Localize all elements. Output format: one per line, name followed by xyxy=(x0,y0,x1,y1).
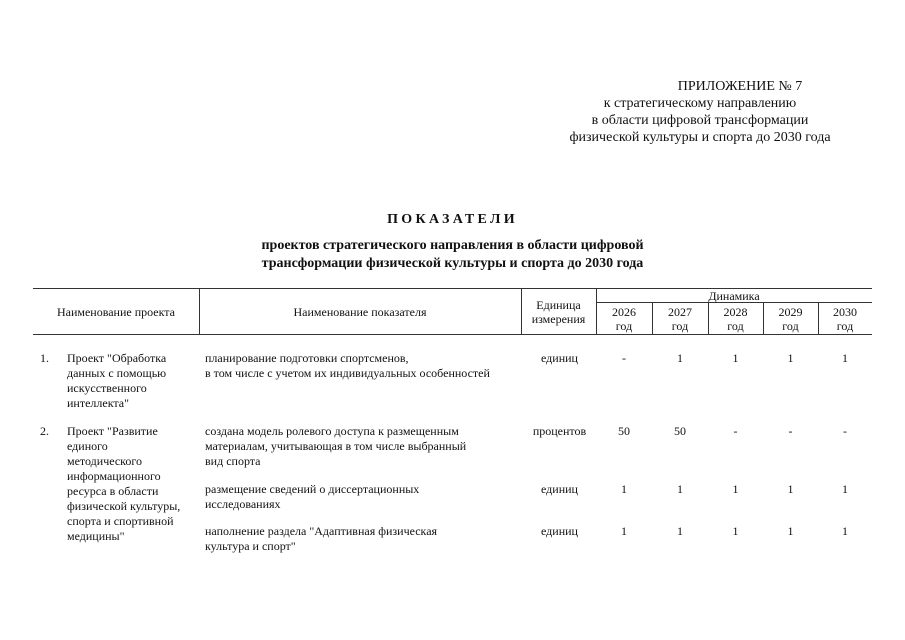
year-cell: 1 xyxy=(677,524,683,538)
year-cell: 1 xyxy=(842,482,848,496)
project-name-line: информационного xyxy=(67,469,161,483)
header-year xyxy=(708,304,763,334)
year-cell: - xyxy=(733,424,738,438)
year-suffix: год xyxy=(671,319,689,333)
year-suffix: год xyxy=(836,319,854,333)
header-year xyxy=(818,304,872,334)
year-value: 2030 xyxy=(833,305,857,319)
appendix-line: к стратегическому направлению xyxy=(603,96,797,111)
indicator-line: в том числе с учетом их индивидуальных особенностей xyxy=(205,366,490,380)
year-cell: - xyxy=(622,351,626,365)
indicator-line: планирование подготовки спортсменов, xyxy=(205,351,409,365)
indicator-name xyxy=(205,482,523,512)
year-cell: 1 xyxy=(732,351,739,365)
year-cell: 1 xyxy=(677,482,683,496)
year-cell: 1 xyxy=(621,482,627,496)
header-year xyxy=(652,304,708,334)
document-subtitle xyxy=(0,237,905,273)
appendix-line: физической культуры и спорта до 2030 года xyxy=(569,130,831,145)
indicator-line: наполнение раздела "Адаптивная физическая xyxy=(205,524,438,538)
appendix-number: ПРИЛОЖЕНИЕ № 7 xyxy=(677,79,803,94)
indicator-line: размещение сведений о диссертационных xyxy=(205,482,420,496)
year-suffix: год xyxy=(615,319,633,333)
indicator-line: создана модель ролевого доступа к размещенным xyxy=(205,424,459,438)
year-cell: - xyxy=(788,424,793,438)
year-cell: 1 xyxy=(732,524,739,538)
indicator-name xyxy=(205,524,523,554)
row-number: 2. xyxy=(40,424,49,438)
project-name-line: физической культуры, xyxy=(67,499,181,513)
project-name-line: искусственного xyxy=(67,381,147,395)
year-value: 2026 xyxy=(612,305,636,319)
year-cell: 1 xyxy=(732,482,739,496)
project-name xyxy=(67,351,199,411)
subtitle-line: проектов стратегического направления в области цифровой xyxy=(261,238,644,253)
project-name xyxy=(67,424,199,544)
project-name-line: Проект "Развитие xyxy=(67,424,158,438)
header-year xyxy=(763,304,818,334)
year-cell: 1 xyxy=(787,524,794,538)
header-dynamics: Динамика xyxy=(708,288,760,303)
appendix-block xyxy=(535,78,865,146)
header-unit xyxy=(521,289,596,334)
unit-value: единиц xyxy=(541,524,578,538)
year-suffix: год xyxy=(727,319,744,333)
year-value: 2029 xyxy=(778,305,803,319)
project-name-line: данных с помощью xyxy=(67,366,167,380)
project-name-line: Проект "Обработка xyxy=(67,351,167,365)
unit-value: процентов xyxy=(532,424,587,438)
year-cell: 50 xyxy=(674,424,686,438)
appendix-line: в области цифровой трансформации xyxy=(591,113,809,128)
unit-value: единиц xyxy=(541,482,578,496)
row-number: 1. xyxy=(40,351,49,365)
indicator-line: вид спорта xyxy=(205,454,261,468)
year-cell: 1 xyxy=(677,351,683,365)
year-cell: - xyxy=(843,424,847,438)
header-unit-line: Единица xyxy=(536,297,581,312)
project-name-line: спорта и спортивной xyxy=(67,514,174,528)
year-value: 2027 xyxy=(668,305,692,319)
project-name-line: единого xyxy=(67,439,108,453)
table-header xyxy=(33,288,872,335)
indicator-name xyxy=(205,424,523,469)
project-name-line: медицины" xyxy=(67,529,125,543)
year-cell: 1 xyxy=(787,482,794,496)
header-indicator: Наименование показателя xyxy=(293,304,427,319)
year-cell: 50 xyxy=(618,424,630,438)
header-unit-line: измерения xyxy=(531,311,586,326)
project-name-line: интеллекта" xyxy=(67,396,130,410)
project-name-line: методического xyxy=(67,454,143,468)
year-cell: 1 xyxy=(787,351,794,365)
year-cell: 1 xyxy=(621,524,627,538)
document-title: ПОКАЗАТЕЛИ xyxy=(387,212,518,227)
year-suffix: год xyxy=(782,319,799,333)
project-name-line: ресурса в области xyxy=(67,484,159,498)
indicator-line: материалам, учитывающая в том числе выбранный xyxy=(205,439,467,453)
header-year xyxy=(596,304,652,334)
header-project: Наименование проекта xyxy=(56,304,176,319)
unit-value: единиц xyxy=(541,351,578,365)
indicator-line: культура и спорт" xyxy=(205,539,296,553)
indicator-line: исследованиях xyxy=(205,497,281,511)
indicator-name xyxy=(205,351,523,381)
subtitle-line: трансформации физической культуры и спорта до 2030 года xyxy=(261,256,644,271)
year-cell: 1 xyxy=(842,351,848,365)
year-cell: 1 xyxy=(842,524,848,538)
year-value: 2028 xyxy=(723,305,748,319)
